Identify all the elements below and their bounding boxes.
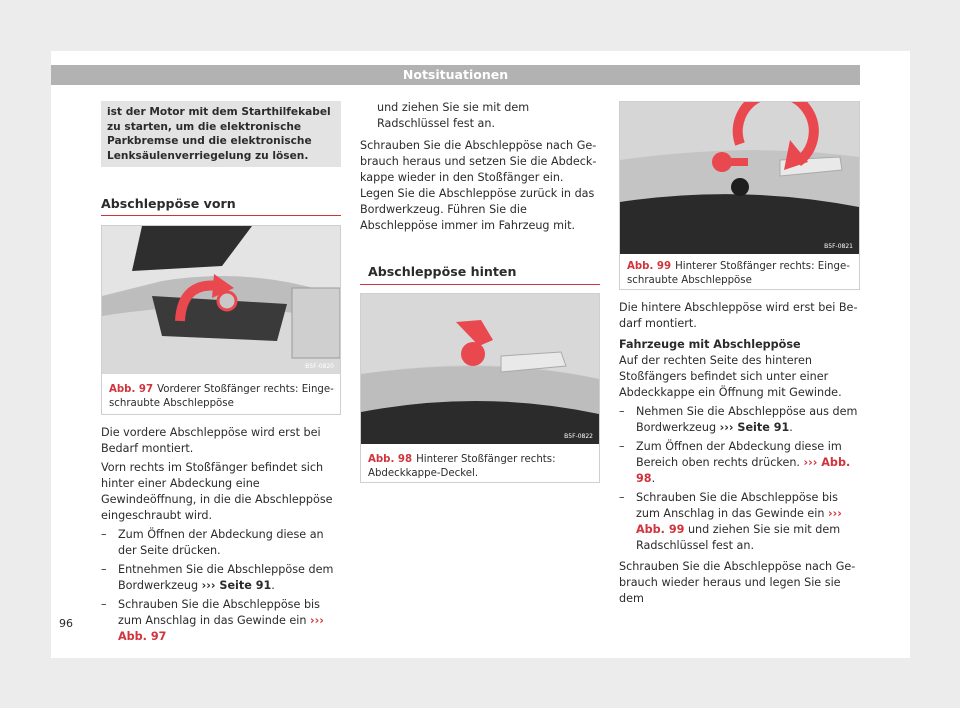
section-heading-front: Abschleppöse vorn — [101, 196, 236, 211]
figure-97-label: Abb. 97 — [109, 384, 154, 395]
paragraph: Auf der rechten Seite des hinteren Stoßfängers befindet sich unter einer Abdeckkappe ein Öffnung mit Gewinde. — [619, 354, 842, 399]
figure-98-label: Abb. 98 — [368, 454, 413, 465]
paragraph: Die vordere Abschleppöse wird erst bei Bedarf montiert. — [101, 426, 321, 455]
figure-98 — [360, 293, 600, 483]
paragraph: Schrauben Sie die Abschleppöse nach Gebrauch heraus und setzen Sie die Abdeckkappe wieder in den Stoßfänger ein. Legen Sie die Abschleppöse zurück in das Bordwerkzeug. Führen Sie die Abschleppöse immer im Fahrzeug mit. — [360, 139, 597, 232]
list-item: – Nehmen Sie die Abschleppöse aus dem Bordwerkzeug ››› Seite 91. — [619, 405, 858, 434]
list-item: – Schrauben Sie die Abschleppöse bis zum Anschlag in das Gewinde ein ››› Abb. 99 und ziehen Sie sie mit dem Radschlüssel fest an. — [619, 491, 842, 552]
column-3-text — [619, 300, 860, 607]
column-1-text — [101, 425, 341, 645]
figure-99 — [619, 101, 860, 290]
figure-reference-link[interactable]: ››› Abb. 98 — [636, 456, 851, 485]
section-heading-rear: Abschleppöse hinten — [368, 264, 517, 279]
figure-reference-link[interactable]: ››› Abb. 97 — [118, 614, 324, 643]
chapter-header: Notsituationen — [51, 65, 860, 85]
figure-99-caption-text: Hinterer Stoßfänger rechts: Eingeschraubte Abschleppöse — [627, 261, 850, 286]
figure-97-image — [102, 226, 340, 374]
figure-97 — [101, 225, 341, 415]
column-2-text — [360, 100, 600, 234]
paragraph: und ziehen Sie sie mit dem Radschlüssel fest an. — [377, 101, 530, 130]
section-divider — [360, 284, 600, 285]
figure-98-image — [361, 294, 599, 444]
subheading: Fahrzeuge mit Abschleppöse — [619, 338, 801, 351]
page-reference-link[interactable]: ››› Seite 91 — [719, 421, 790, 434]
figure-99-image — [620, 102, 859, 254]
section-divider — [101, 215, 341, 216]
list-item: – Zum Öffnen der Abdeckung diese an der Seite drücken. — [101, 528, 324, 557]
figure-97-caption-text: Vorderer Stoßfänger rechts: Eingeschraubte Abschleppöse — [109, 384, 334, 409]
figure-99-caption — [627, 260, 855, 287]
page-number: 96 — [59, 617, 73, 630]
figure-98-caption-text: Hinterer Stoßfänger rechts: Abdeckkappe-Deckel. — [368, 454, 556, 479]
note-box: ist der Motor mit dem Starthilfekabel zu starten, um die elektronische Parkbremse und die elektronische Lenksäulenverriegelung zu lösen. — [101, 101, 341, 167]
list-item: – Entnehmen Sie die Abschleppöse dem Bordwerkzeug ››› Seite 91. — [101, 563, 334, 592]
figure-97-code: B5F-0820 — [305, 363, 334, 370]
figure-99-code: B5F-0821 — [824, 243, 853, 250]
paragraph: Vorn rechts im Stoßfänger befindet sich hinter einer Abdeckung eine Gewindeöffnung, in die die Abschleppöse eingeschraubt wird. — [101, 461, 333, 522]
list-item: – Zum Öffnen der Abdeckung diese im Bereich oben rechts drücken. ››› Abb. 98. — [619, 440, 851, 485]
figure-99-label: Abb. 99 — [627, 261, 672, 272]
page-reference-link[interactable]: ››› Seite 91 — [201, 579, 272, 592]
figure-97-caption — [109, 383, 335, 410]
list-item: – Schrauben Sie die Abschleppöse bis zum Anschlag in das Gewinde ein ››› Abb. 97 — [101, 598, 324, 643]
paragraph: Die hintere Abschleppöse wird erst bei Bedarf montiert. — [619, 301, 858, 330]
figure-reference-link[interactable]: ››› Abb. 99 — [636, 507, 842, 536]
figure-98-code: B5F-0822 — [564, 433, 593, 440]
figure-98-caption — [368, 453, 594, 480]
paragraph: Schrauben Sie die Abschleppöse nach Gebrauch wieder heraus und legen Sie sie dem — [619, 560, 856, 605]
